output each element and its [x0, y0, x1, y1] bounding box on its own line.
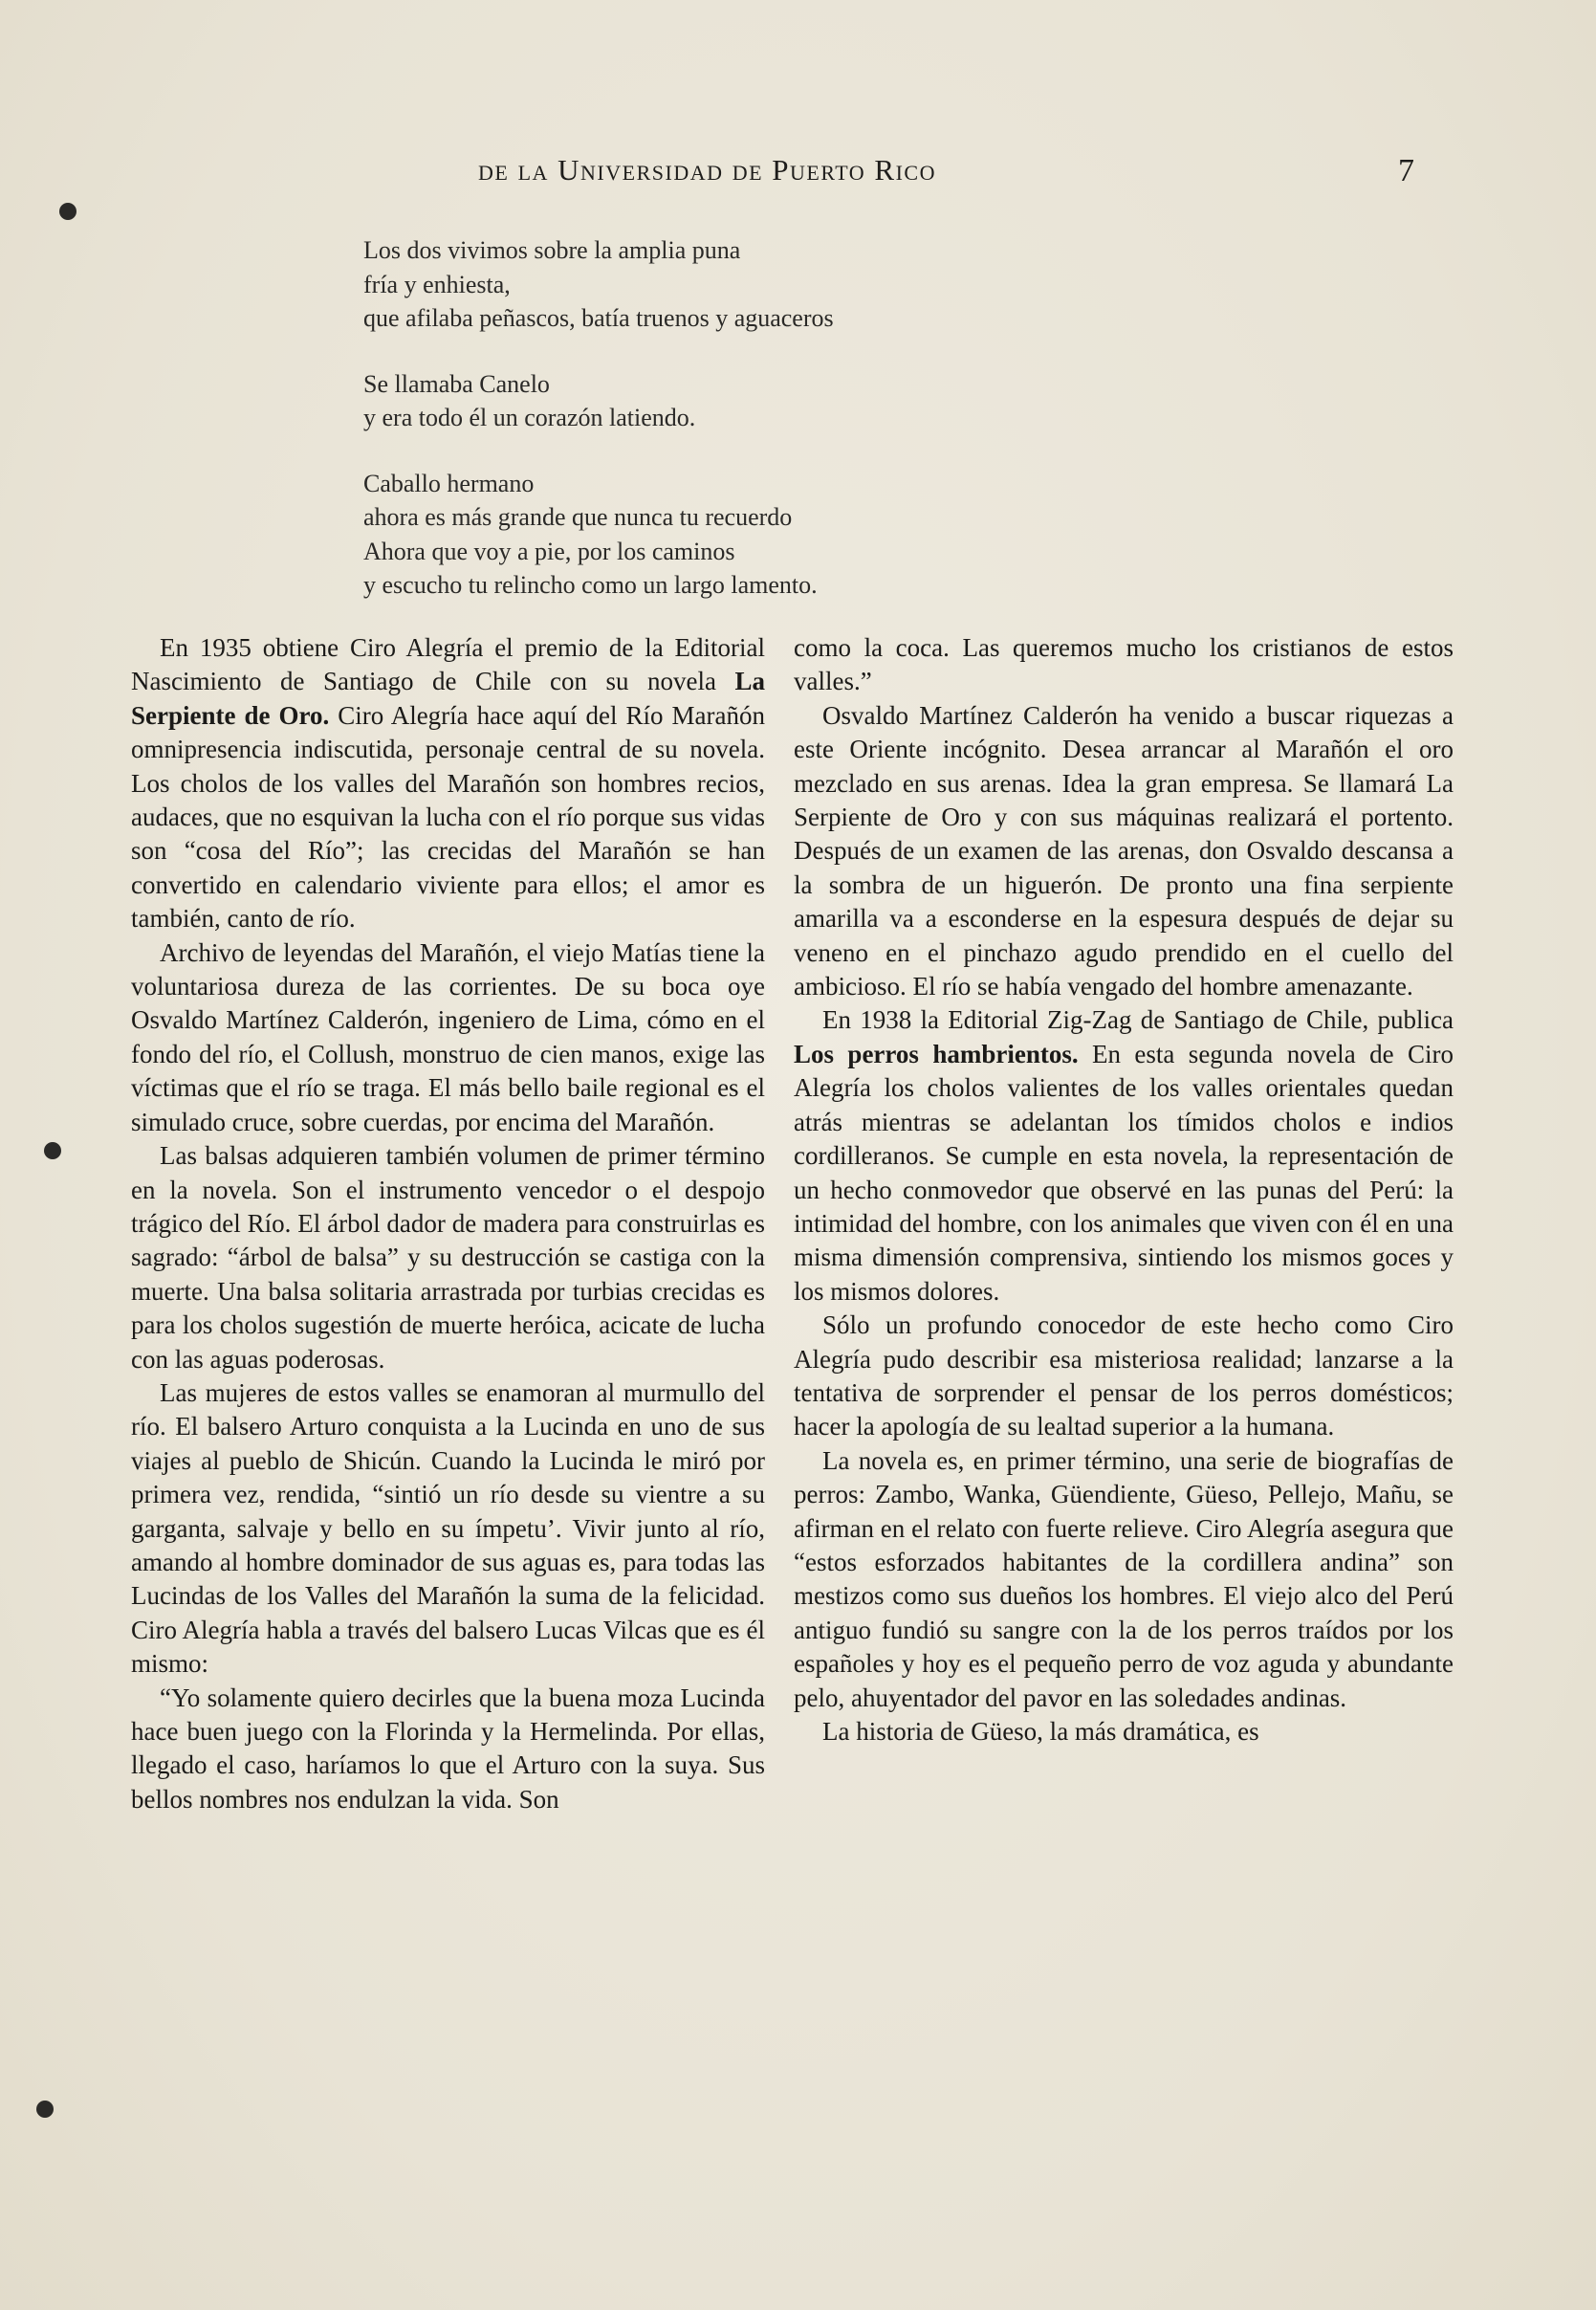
paragraph-text: Ciro Alegría hace aquí del Río Marañón omnipresencia indiscutida, personaje central de su novela. Los cholos de los valles del Marañón son hombres recios, audaces, que no esquivan la lucha con el río porque sus vidas son “cosa del Río”; las crecidas del Marañón se han convertido en calendario viviente para ellos; el amor es también, canto de río.: [131, 700, 765, 934]
poem-line: Se llamaba Canelo: [363, 369, 550, 398]
binding-hole-top: [59, 203, 77, 220]
poem-line: Caballo hermano: [363, 469, 535, 497]
paragraph: [794, 1003, 1454, 1309]
right-column: [794, 631, 1454, 1749]
page-number: 7: [1398, 153, 1414, 188]
paragraph: “Yo solamente quiero decirles que la buena moza Lucinda hace buen juego con la Florinda y la Hermelinda. Por ellas, llegado el caso, haríamos lo que el Arturo con la suya. Sus bellos nombres nos endulzan la vida. Son: [131, 1683, 765, 1814]
novel-title: Los perros hambrientos.: [794, 1039, 1079, 1068]
left-column: [131, 631, 765, 1816]
paragraph-text: En esta segunda novela de Ciro Alegría los cholos valientes de los valles orientales quedan atrás mientras se adelantan los tímidos cholos e indios cordilleranos. Se cumple en esta novela, la representación de un hecho conmovedor que observé en las punas del Perú: la intimidad del hombre, con los animales que viven con él en una misma dimensión comprensiva, sintiendo los mismos goces y los mismos dolores.: [794, 1039, 1454, 1306]
paragraph-continuation: como la coca. Las queremos mucho los cristianos de estos valles.”: [794, 633, 1454, 696]
binding-hole-lower: [36, 2101, 54, 2118]
paragraph-text: En 1938 la Editorial Zig-Zag de Santiago de Chile, publica: [822, 1005, 1454, 1035]
poem-line: que afilaba peñascos, batía truenos y aguaceros: [363, 304, 834, 332]
poem-stanza: [363, 367, 1090, 435]
poem-line: ahora es más grande que nunca tu recuerdo: [363, 503, 793, 531]
page-header: [0, 153, 1596, 195]
poem: [363, 233, 1090, 634]
paragraph: [131, 631, 765, 936]
poem-stanza: [363, 467, 1090, 603]
binding-hole-middle: [44, 1142, 61, 1159]
paragraph: Archivo de leyendas del Marañón, el viejo Matías tiene la voluntariosa dureza de las corrientes. De su boca oye Osvaldo Martínez Calderón, ingeniero de Lima, cómo en el fondo del río, el Collush, monstruo de cien manos, exige las víctimas que el río se traga. El más bello baile regional es el simulado cruce, sobre cuerdas, por encima del Marañón.: [131, 937, 765, 1136]
poem-line: y era todo él un corazón latiendo.: [363, 404, 696, 431]
paragraph: Osvaldo Martínez Calderón ha venido a buscar riquezas a este Oriente incógnito. Desea arrancar al Marañón el oro mezclado en sus arenas. Idea la gran empresa. Se llamará La Serpiente de Oro y con sus máquinas realizará el portento. Después de un examen de las arenas, don Osvaldo descansa a la sombra de un higuerón. De pronto una fina serpiente amarilla va a esconderse en la espesura después de dejar su veneno en el pinchazo agudo prendido en el cuello del ambicioso. El río se había vengado del hombre amenazante.: [794, 700, 1454, 1001]
poem-line: y escucho tu relincho como un largo lamento.: [363, 571, 818, 599]
running-head: de la Universidad de Puerto Rico: [478, 153, 936, 187]
paragraph: Las mujeres de estos valles se enamoran al murmullo del río. El balsero Arturo conquista a la Lucinda en uno de sus viajes al pueblo de Shicún. Cuando la Lucinda le miró por primera vez, rendida, “sintió un río desde su vientre a su garganta, salvaje y bello en su ímpetu’. Vivir junto al río, amando al hombre dominador de sus aguas es, para todas las Lucindas de los Valles del Marañón la suma de la felicidad. Ciro Alegría habla a través del balsero Lucas Vilcas que es él mismo:: [131, 1377, 765, 1679]
paragraph: La historia de Güeso, la más dramática, es: [822, 1717, 1259, 1746]
paragraph: Sólo un profundo conocedor de este hecho como Ciro Alegría pudo describir esa misteriosa realidad; lanzarse a la tentativa de sorprender el pensar de los perros domésticos; hacer la apología de su lealtad superior a la humana.: [794, 1310, 1454, 1441]
paragraph: Las balsas adquieren también volumen de primer término en la novela. Son el instrumento vencedor o el despojo trágico del Río. El árbol dador de madera para construirlas es sagrado: “árbol de balsa” y su destrucción se castiga con la muerte. Una balsa solitaria arrastrada por turbias crecidas es para los cholos sugestión de muerte heróica, acicate de lucha con las aguas poderosas.: [131, 1141, 765, 1374]
paragraph-text: En 1935 obtiene Ciro Alegría el premio de la Editorial Nascimiento de Santiago de Chile con su novela: [131, 633, 765, 696]
poem-stanza: [363, 233, 1090, 336]
poem-line: Ahora que voy a pie, por los caminos: [363, 537, 735, 565]
paragraph: La novela es, en primer término, una serie de biografías de perros: Zambo, Wanka, Güendiente, Güeso, Pellejo, Mañu, se afirman en el relato con fuerte relieve. Ciro Alegría asegura que “estos esforzados habitantes de la cordillera andina” son mestizos como sus dueños los hombres. El viejo alco del Perú antiguo fundió su sangre con la de los perros traídos por los españoles y hoy es el pequeño perro de voz aguda y abundante pelo, ahuyentador del pavor en las soledades andinas.: [794, 1445, 1454, 1712]
novel-title: La Serpiente de Oro.: [131, 667, 765, 730]
poem-line: Los dos vivimos sobre la amplia puna: [363, 236, 741, 264]
poem-line: fría y enhiesta,: [363, 270, 511, 298]
